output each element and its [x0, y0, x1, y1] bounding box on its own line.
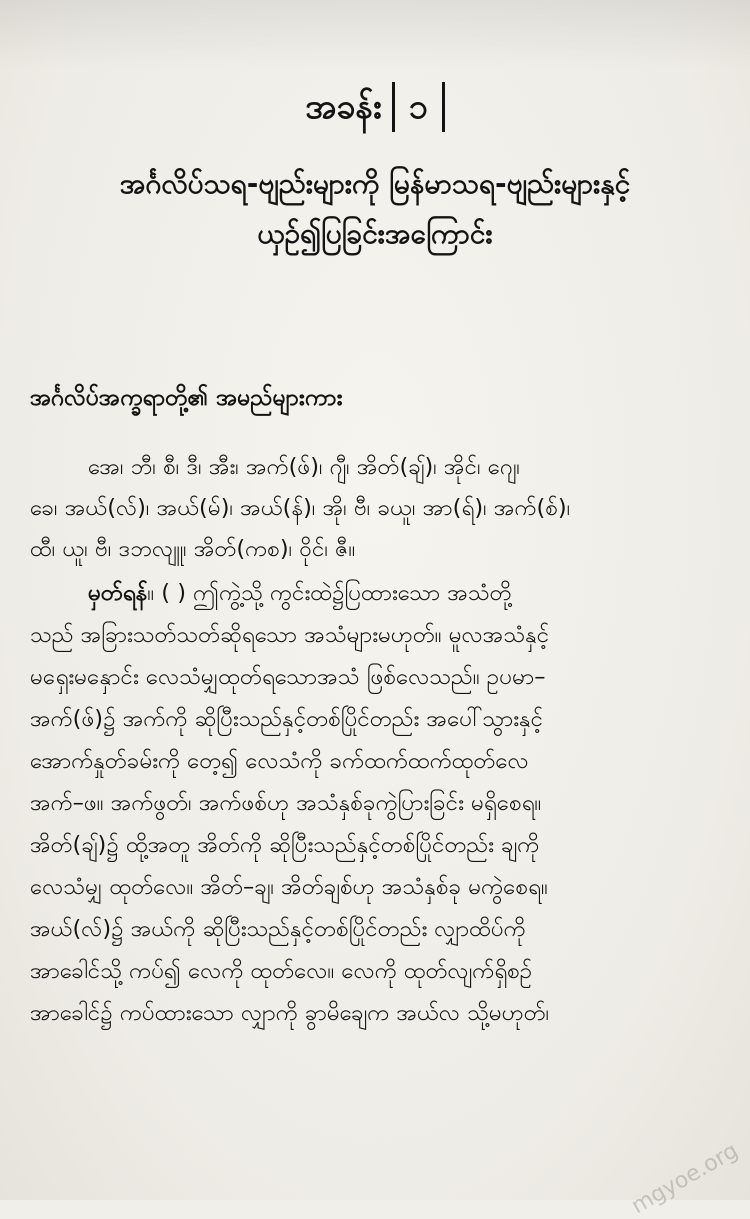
note-line-2: သည် အခြားသတ်သတ်ဆိုရသော အသံများမဟုတ်။ မူလအသံနှင့်: [30, 622, 550, 648]
alphabet-line-1: အေ၊ ဘီ၊ စီ၊ ဒီ၊ အီး၊ အက်(ဖ်)၊ ဂျီ၊ အိတ်(ချ်)၊ အိုင်၊ ဂျေ၊: [88, 454, 520, 480]
subtitle-line-1: အင်္ဂလိပ်သရ-ဗျည်းများကို မြန်မာသရ-ဗျည်းများနှင့်: [119, 167, 631, 200]
note-line-3: မရှေးမနှောင်း လေသံမျှထုတ်ရသောအသံ ဖြစ်လေသည်။ ဥပမာ–: [30, 664, 546, 690]
note-line-1-text: ။ ( ) ဤကွဲ့သို့ ကွင်းထဲ၌ပြထားသော အသံတို့: [147, 580, 512, 606]
subtitle-line-2: ယှဉ်၍ပြခြင်းအကြောင်း: [257, 217, 493, 250]
note-line-4: အက်(ဖ်)၌ အက်ကို ဆိုပြီးသည်နှင့်တစ်ပြိုင်တည်း အပေါ်သွားနှင့်: [30, 706, 544, 732]
alphabet-line-3: ထီ၊ ယူ၊ ဗီ၊ ဒဘလျူ၊ အိတ်(ကစ)၊ ဝိုင်၊ ဇီ။: [30, 536, 356, 562]
note-label: မှတ်ရန်: [88, 580, 148, 606]
section-heading: အင်္ဂလိပ်အက္ခရာတို့၏ အမည်များကား: [30, 385, 343, 411]
chapter-heading: [0, 82, 750, 132]
note-line-9: အယ်(လ်)၌ အယ်ကို ဆိုပြီးသည်နှင့်တစ်ပြိုင်တည်း လျှာထိပ်ကို: [30, 916, 526, 942]
watermark: mgyoe.org: [626, 1138, 742, 1219]
chapter-label: အခန်း: [305, 87, 382, 127]
note-line-10: အာခေါင်သို့ ကပ်၍ လေကို ထုတ်လေ။ လေကို ထုတ်လျက်ရှိစဉ်: [30, 958, 533, 984]
note-line-5: အောက်နှုတ်ခမ်းကို တေ့၍ လေသံကို ခက်ထက်ထက်ထုတ်လေ: [30, 748, 529, 774]
note-line-7: အိတ်(ချ်)၌ ထို့အတူ အိတ်ကို ဆိုပြီးသည်နှင့်တစ်ပြိုင်တည်း ချကို: [30, 832, 540, 858]
bleed-through-shadow: [0, 0, 750, 70]
alphabet-line-2: ခေ၊ အယ်(လ်)၊ အယ်(မ်)၊ အယ်(န်)၊ အို၊ ဗီ၊ ခယူ၊ အာ(ရ်)၊ အက်(စ်)၊: [30, 495, 571, 521]
note-line-6: အက်–ဖ။ အက်ဖွတ်၊ အက်ဖစ်ဟု အသံနှစ်ခုကွဲပြားခြင်း မရှိစေရ။: [30, 790, 542, 816]
note-line-8: လေသံမျှ ထုတ်လေ။ အိတ်–ချ၊ အိတ်ချစ်ဟု အသံနှစ်ခု မကွဲစေရ။: [30, 874, 548, 900]
chapter-number: ၁: [392, 82, 445, 132]
note-line-1: [30, 574, 750, 613]
note-line-11: အာခေါင်၌ ကပ်ထားသော လျှာကို ခွာမိချေက အယ်လ သို့မဟုတ်၊: [30, 1000, 550, 1026]
